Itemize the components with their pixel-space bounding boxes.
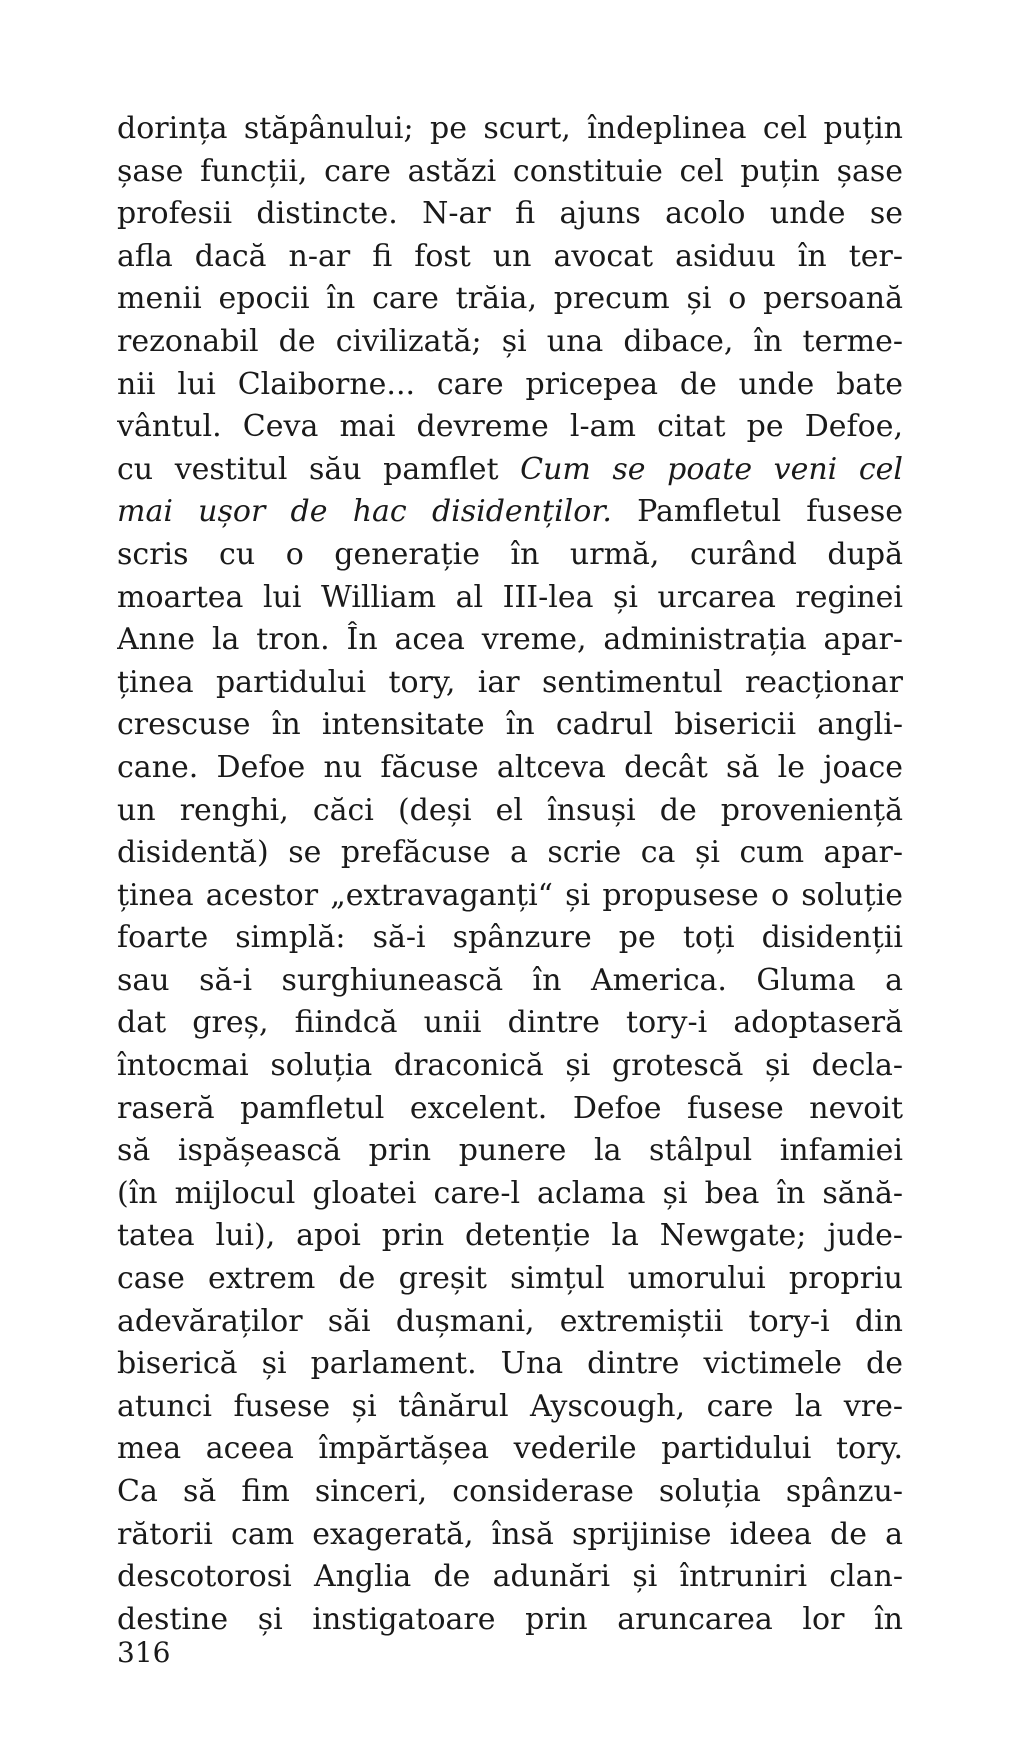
book-title-italic: mai ușor de hac disidenților. [117, 494, 612, 530]
text-line: biserică și parlament. Una dintre victimele de [117, 1346, 903, 1382]
text-line: sau să-i surghiunească în America. Gluma a [117, 962, 903, 998]
text-line: (în mijlocul gloatei care-l aclama și bea în sănă- [117, 1175, 903, 1211]
text-line: ținea acestor „extravaganți“ și propusese o soluție [117, 877, 903, 913]
text-line [117, 491, 903, 534]
text-segment: cu vestitul său pamflet [117, 451, 521, 487]
text-line: menii epocii în care trăia, precum și o persoană [117, 281, 903, 317]
text-line: descotorosi Anglia de adunări și întruniri clan- [117, 1559, 903, 1595]
text-line [117, 449, 903, 492]
text-line: cane. Defoe nu făcuse altceva decât să le joace [117, 749, 903, 785]
text-line: șase funcții, care astăzi constituie cel puțin șase [117, 153, 903, 189]
text-line: Ca să fim sinceri, considerase soluția spânzu- [117, 1474, 903, 1509]
text-line: moartea lui William al III-lea și urcarea reginei [117, 579, 903, 615]
text-line: vântul. Ceva mai devreme l-am citat pe Defoe, [117, 409, 903, 445]
text-line: dat greș, fiindcă unii dintre tory-i adoptaseră [117, 1005, 903, 1041]
text-line: mea aceea împărtășea vederile partidului tory. [117, 1431, 903, 1467]
text-line: scris cu o generație în urmă, curând după [117, 536, 903, 572]
text-line: atunci fusese și tânărul Ayscough, care la vre- [117, 1388, 903, 1424]
text-line: destine și instigatoare prin aruncarea lor în [117, 1601, 903, 1637]
text-line: case extrem de greșit simțul umorului propriu [117, 1261, 903, 1297]
text-line: profesii distincte. N-ar fi ajuns acolo unde se [117, 196, 903, 232]
book-title-italic: Cum se poate veni cel [520, 451, 903, 487]
text-line: crescuse în intensitate în cadrul bisericii angli- [117, 707, 903, 743]
text-segment: Pamfletul fusese [611, 494, 903, 530]
page-number: 316 [117, 1636, 171, 1669]
text-line: ținea partidului tory, iar sentimentul reacționar [117, 664, 903, 700]
text-line: întocmai soluția draconică și grotescă și decla- [117, 1048, 903, 1084]
text-line: afla dacă n-ar fi fost un avocat asiduu în ter- [117, 238, 903, 274]
text-line: rezonabil de civilizată; și una dibace, în terme- [117, 323, 903, 359]
text-line: Anne la tron. În acea vreme, administrația apar- [117, 622, 903, 658]
text-line: tatea lui), apoi prin detenție la Newgate; jude- [117, 1218, 903, 1254]
text-line: dorința stăpânului; pe scurt, îndeplinea cel puțin [117, 111, 903, 146]
text-line: foarte simplă: să-i spânzure pe toți disidenții [117, 920, 903, 956]
text-line: raseră pamfletul excelent. Defoe fusese nevoit [117, 1090, 903, 1126]
text-line: un renghi, căci (deși el însuși de proveniență [117, 792, 903, 828]
text-line: să ispășească prin punere la stâlpul infamiei [117, 1133, 903, 1169]
text-line: nii lui Claiborne... care pricepea de unde bate [117, 366, 903, 402]
text-line: adevăraților săi dușmani, extremiștii tory-i din [117, 1303, 903, 1339]
text-line: rătorii cam exagerată, însă sprijinise ideea de a [117, 1516, 903, 1552]
text-line: disidentă) se prefăcuse a scrie ca și cum apar- [117, 835, 903, 871]
body-text [117, 108, 903, 1641]
